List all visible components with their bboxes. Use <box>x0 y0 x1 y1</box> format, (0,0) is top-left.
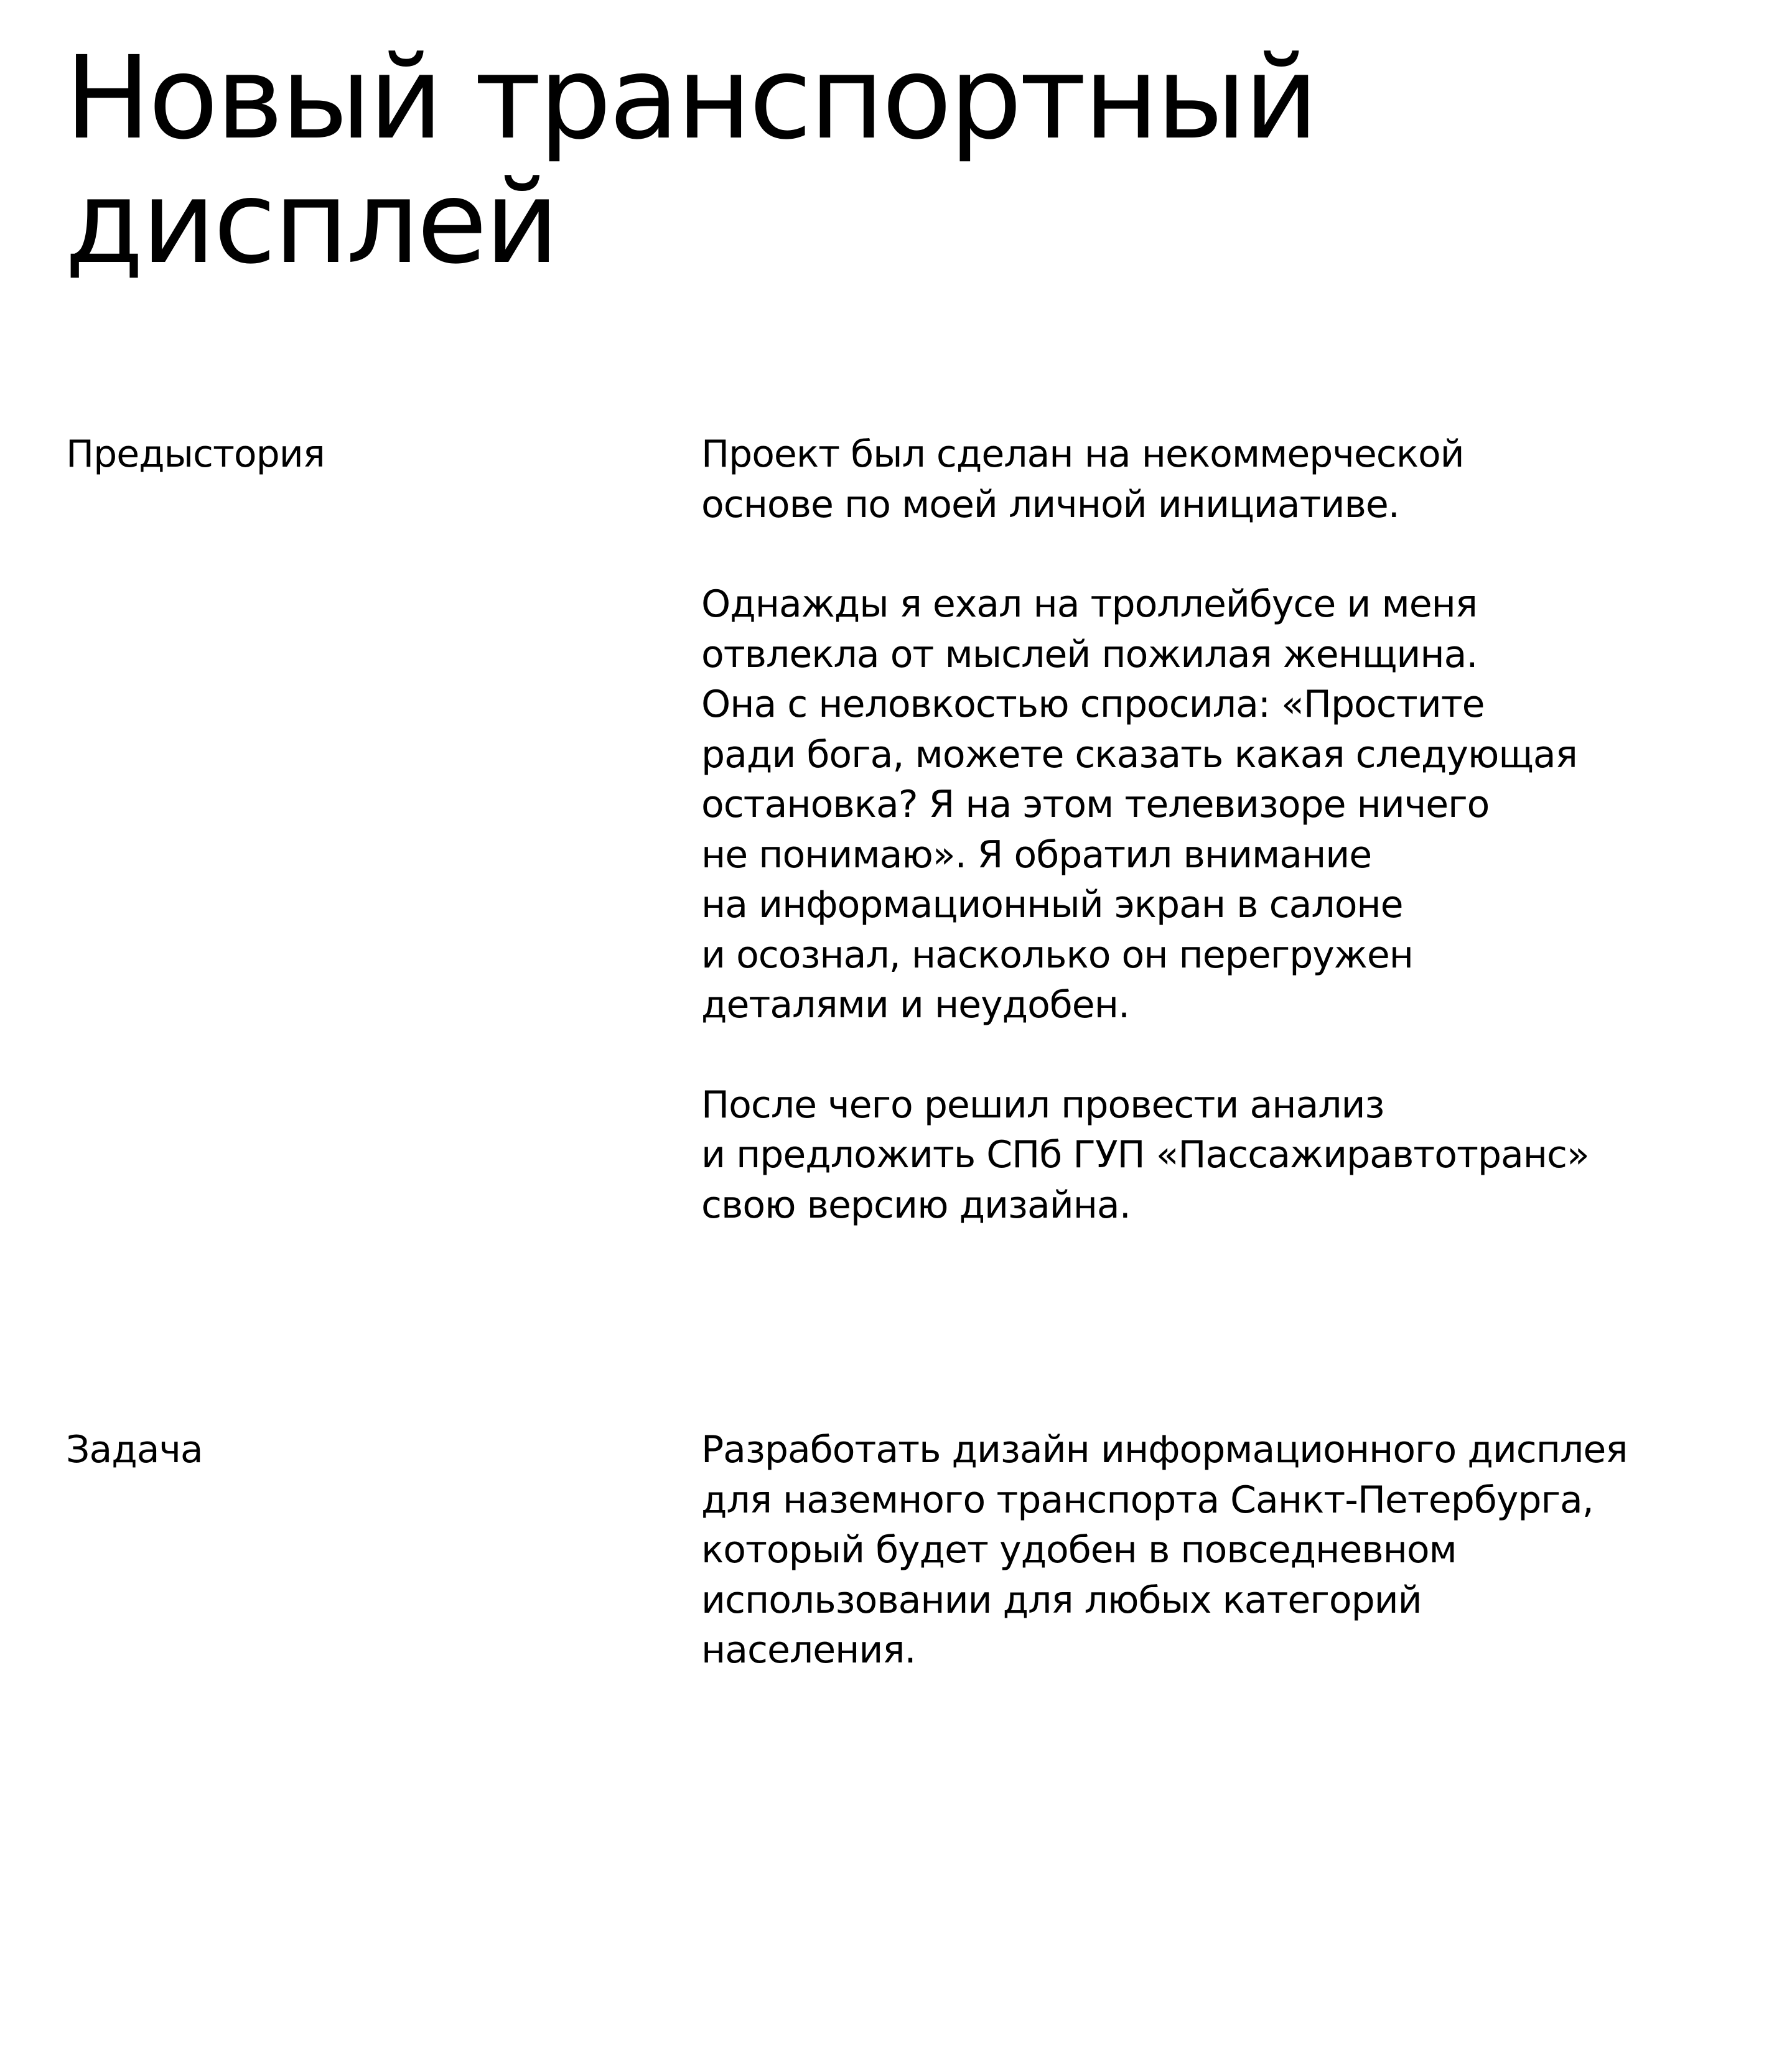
section-body-background <box>701 429 1759 1280</box>
text-line: Разработать дизайн информационного дисплея <box>701 1428 1628 1471</box>
text-line: не понимаю». Я обратил внимание <box>701 832 1372 877</box>
paragraph <box>701 1080 1759 1231</box>
text-line: деталями и неудобен. <box>701 983 1130 1027</box>
paragraph <box>701 579 1759 1030</box>
page-title-line: Новый транспортный <box>65 32 1316 165</box>
paragraph <box>701 429 1759 529</box>
section-label-task: Задача <box>66 1428 203 1471</box>
text-line: Она с неловкостью спросила: «Простите <box>701 683 1485 726</box>
section-label-background: Предыстория <box>66 432 325 476</box>
page-title <box>65 32 1316 289</box>
text-line: и предложить СПб ГУП «Пассажиравтотранс» <box>701 1133 1589 1177</box>
text-line: основе по моей личной инициативе. <box>701 482 1399 526</box>
section-body-task <box>701 1425 1759 1725</box>
text-line: Однажды я ехал на троллейбусе и меня <box>701 582 1477 626</box>
text-line: который будет удобен в повседневном <box>701 1528 1457 1572</box>
text-line: свою версию дизайна. <box>701 1183 1131 1227</box>
page-title-line: дисплей <box>65 156 557 289</box>
text-line: на информационный экран в салоне <box>701 883 1403 926</box>
text-line: остановка? Я на этом телевизоре ничего <box>701 783 1490 826</box>
text-line: использовании для любых категорий <box>701 1578 1422 1622</box>
paragraph <box>701 1425 1759 1676</box>
text-line: отвлекла от мыслей пожилая женщина. <box>701 632 1478 676</box>
text-line: для наземного транспорта Санкт-Петербурга, <box>701 1478 1594 1522</box>
text-line: Проект был сделан на некоммерческой <box>701 432 1464 476</box>
text-line: ради бога, можете сказать какая следующая <box>701 732 1577 776</box>
text-line: После чего решил провести анализ <box>701 1083 1384 1127</box>
text-line: населения. <box>701 1628 916 1672</box>
text-line: и осознал, насколько он перегружен <box>701 933 1413 977</box>
